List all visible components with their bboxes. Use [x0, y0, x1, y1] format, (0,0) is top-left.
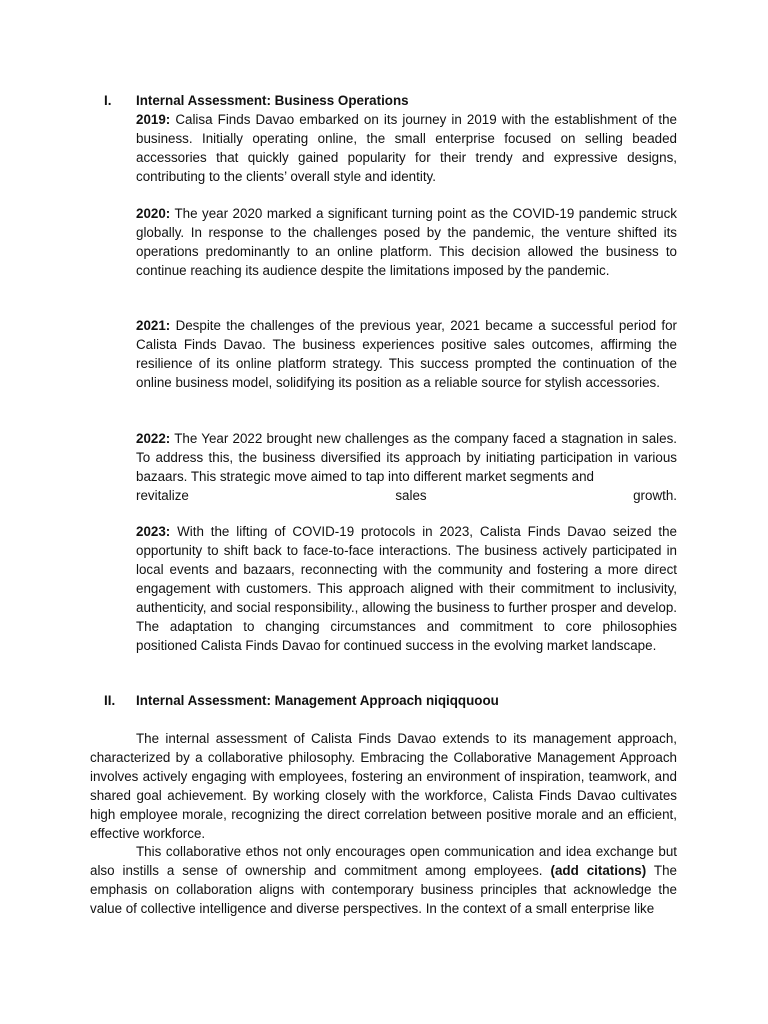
- entry-text: The Year 2022 brought new challenges as the company faced a stagnation in sales. To address this, the business diversified its approach by initiating participation in various bazaars. This strategic move aimed to tap into different market segments and: [136, 431, 677, 484]
- entry-last-line: revitalize sales growth.: [136, 488, 677, 503]
- entry-text: Despite the challenges of the previous year, 2021 became a successful period for Calista Finds Davao. The business experiences positive sales outcomes, affirming the resilience of its online platform strategy. This success prompted the continuation of the online business model, solidifying its position as a reliable source for stylish accessories.: [136, 318, 677, 390]
- entry-text: Calisa Finds Davao embarked on its journey in 2019 with the establishment of the business. Initially operating online, the small enterprise focused on selling beaded accessories that quickly gained popularity for their trendy and expressive designs, contributing to the clients’ overall style and identity.: [136, 112, 677, 184]
- section-1-numeral: I.: [104, 93, 112, 108]
- entry-year: 2022:: [136, 431, 171, 446]
- entry-2023: [136, 522, 677, 655]
- section-1-title: Internal Assessment: Business Operations: [136, 93, 409, 108]
- entry-year: 2020:: [136, 206, 171, 221]
- entry-text: The year 2020 marked a significant turning point as the COVID-19 pandemic struck globally. In response to the challenges posed by the pandemic, the venture shifted its operations predominantly to an online platform. This decision allowed the business to continue reaching its audience despite the limitations imposed by the pandemic.: [136, 206, 677, 278]
- entry-2020: [136, 204, 677, 280]
- entry-year: 2019:: [136, 112, 171, 127]
- section-2-title: Internal Assessment: Management Approach niqiqquoou: [136, 693, 499, 708]
- entry-2022: [136, 429, 677, 505]
- entry-year: 2023:: [136, 524, 171, 539]
- paragraph-2-text-start: This collaborative ethos not only encourages open communication and idea exchange but also instills a sense of ownership and commitment among employees.: [90, 844, 677, 878]
- section-2-numeral: II.: [104, 693, 116, 708]
- paragraph-2-text-end: The emphasis on collaboration aligns with contemporary business principles that acknowledge the value of collective intelligence and diverse perspectives. In the context of a small enterprise like: [90, 863, 677, 916]
- entry-year: 2021:: [136, 318, 171, 333]
- section-2-paragraph-1: The internal assessment of Calista Finds Davao extends to its management approach, characterized by a collaborative philosophy. Embracing the Collaborative Management Approach involves actively engaging with employees, fostering an environment of inspiration, teamwork, and shared goal achievement. By working closely with the workforce, Calista Finds Davao cultivates high employee morale, recognizing the direct correlation between positive morale and an efficient, effective workforce.: [90, 731, 677, 841]
- section-2-heading: [104, 691, 684, 710]
- entry-text: With the lifting of COVID-19 protocols in 2023, Calista Finds Davao seized the opportunity to shift back to face-to-face interactions. The business actively participated in local events and bazaars, reconnecting with the community and fostering a more direct engagement with customers. This approach aligned with their commitment to inclusivity, authenticity, and social responsibility., allowing the business to further prosper and develop. The adaptation to changing circumstances and commitment to core philosophies positioned Calista Finds Davao for continued success in the evolving market landscape.: [136, 524, 677, 653]
- citation-note: (add citations): [550, 863, 647, 878]
- section-2-paragraph-2: [90, 842, 677, 918]
- section-1-heading: [104, 91, 684, 110]
- entry-2019: [136, 110, 677, 186]
- entry-2021: [136, 316, 677, 392]
